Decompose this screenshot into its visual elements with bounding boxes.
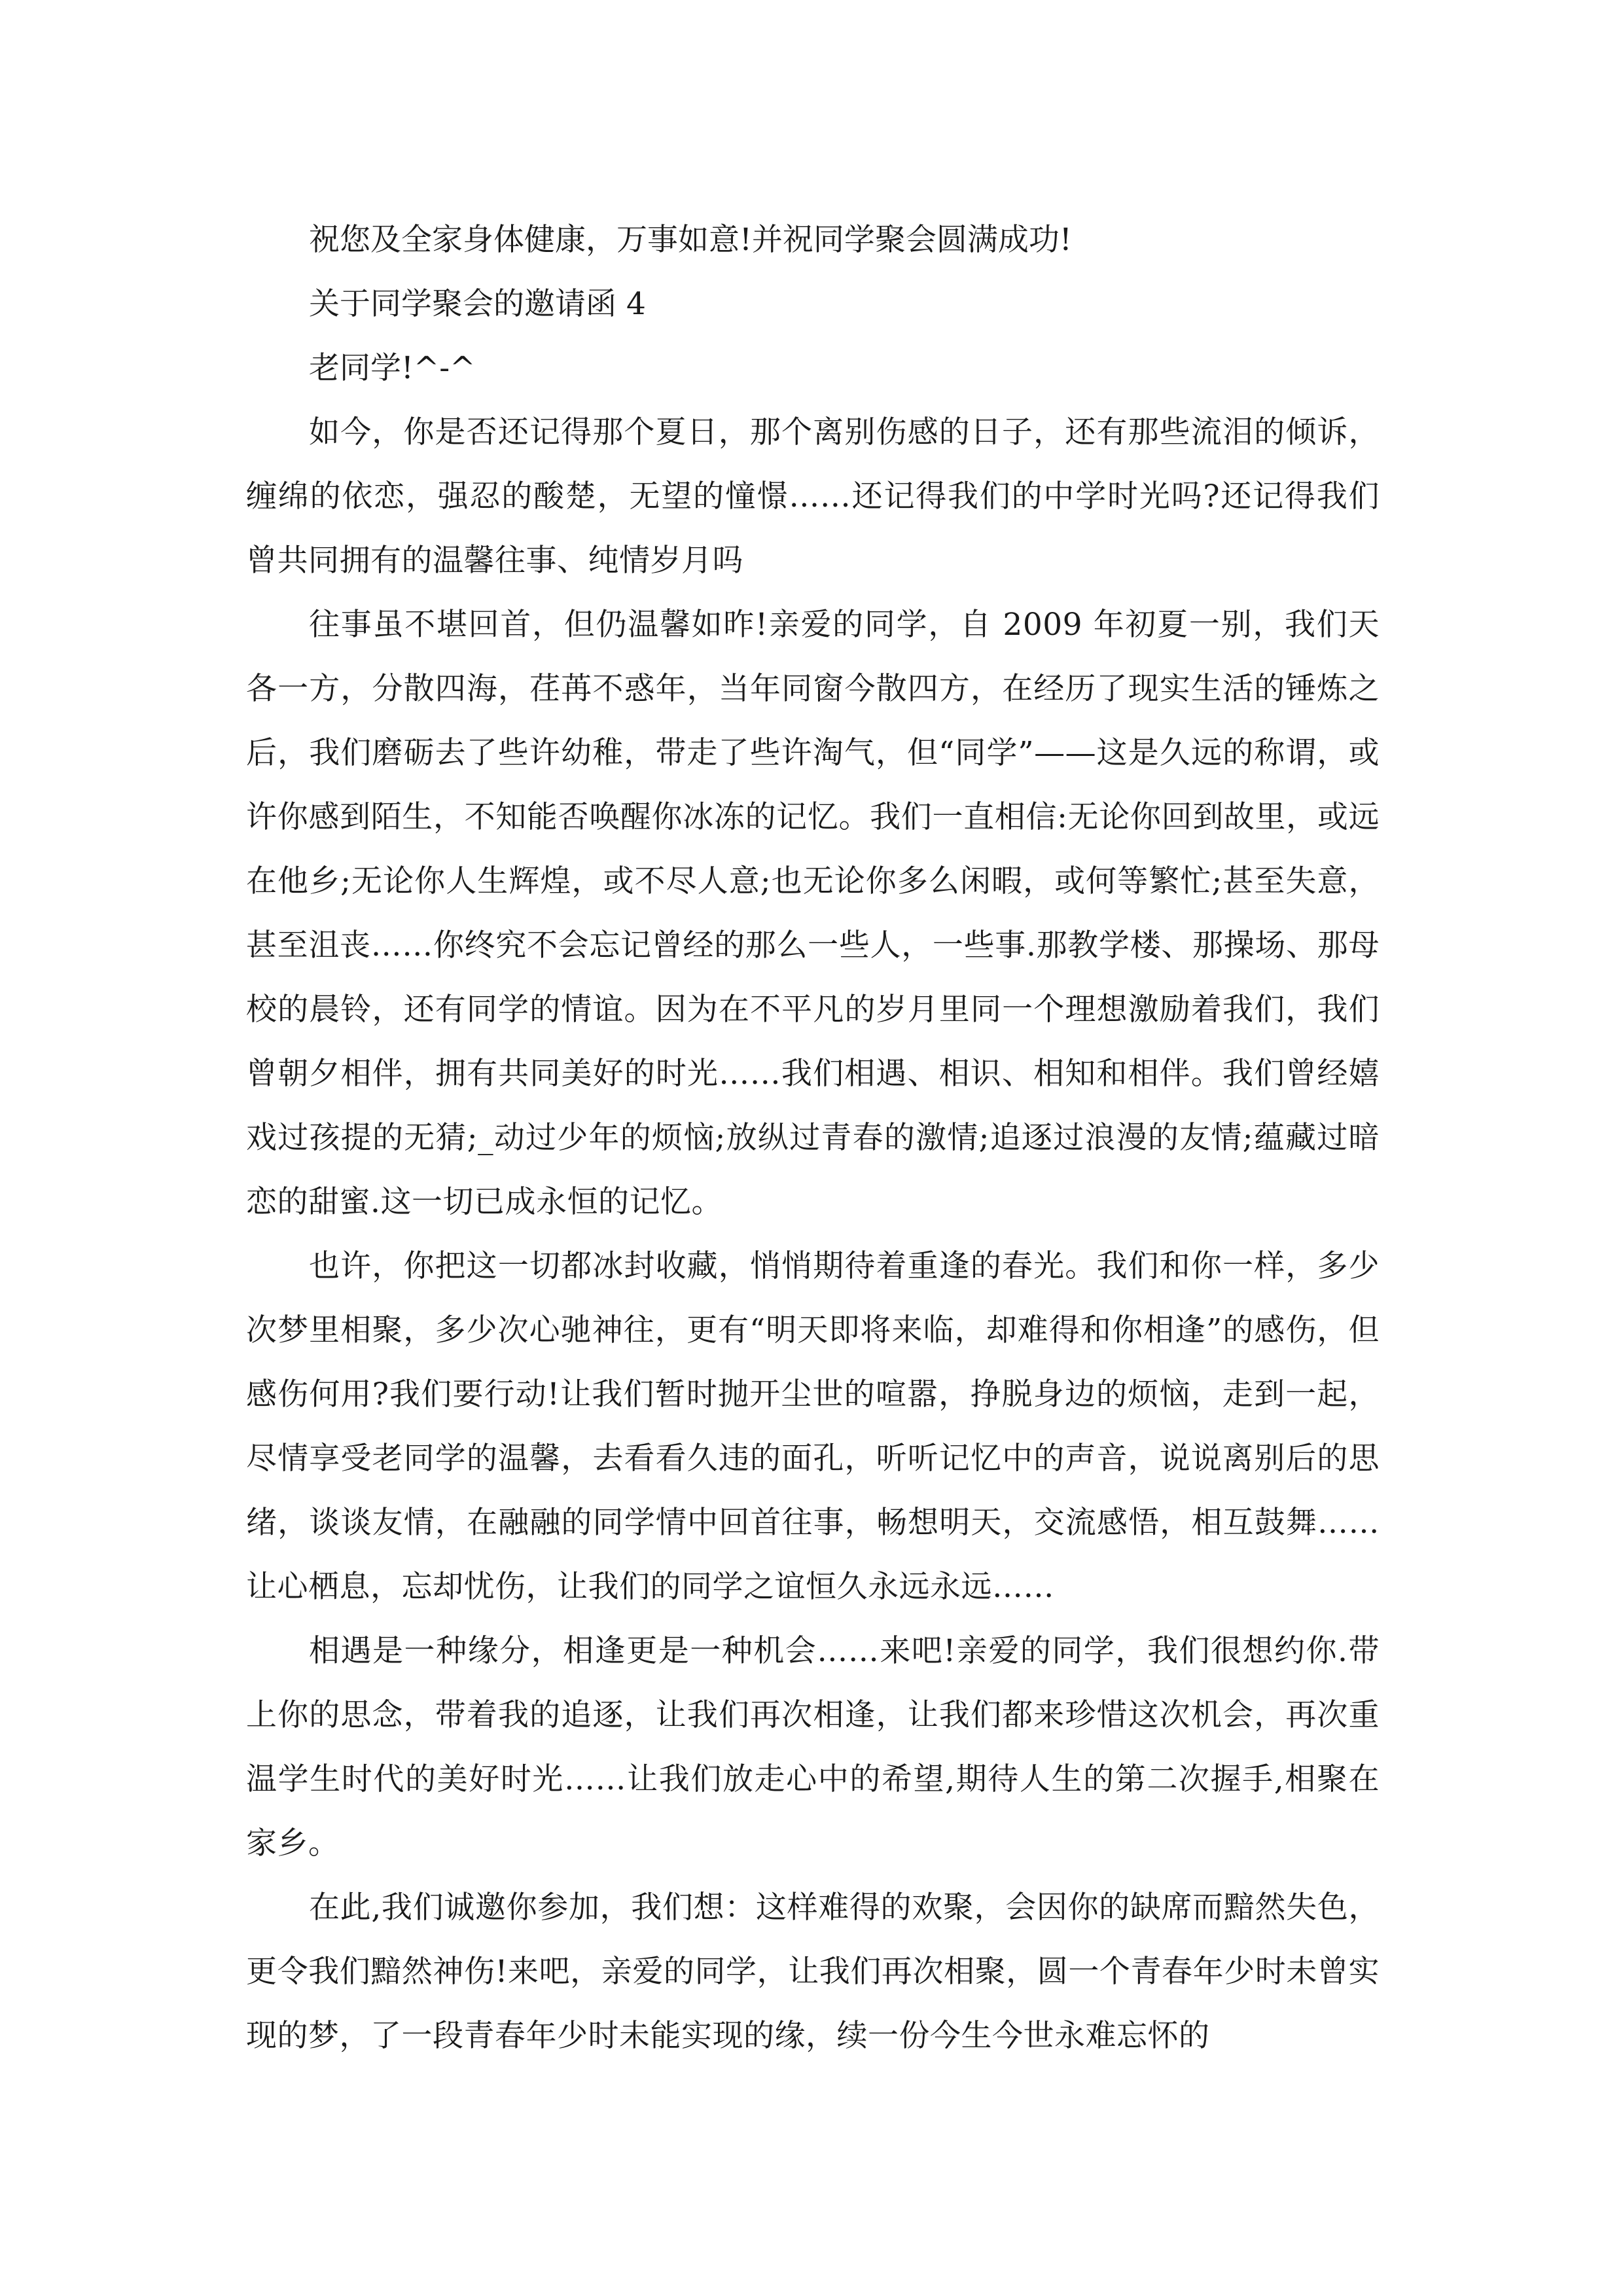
section-title: 关于同学聚会的邀请函 4 xyxy=(309,286,646,322)
closing-wish-line: 祝您及全家身体健康，万事如意!并祝同学聚会圆满成功! xyxy=(309,222,1072,258)
paragraph: 也许，你把这一切都冰封收藏，悄悄期待着重逢的春光。我们和你一样，多少次梦里相聚，多少次心驰神往，更有“明天即将来临，却难得和你相逢”的感伤，但感伤何用?我们要行动!让我们暂时抛开尘世的喧嚣，挣脱身边的烦恼，走到一起，尽情享受老同学的温馨，去看看久违的面孔，听听记忆中的声音，说说离别后的思绪，谈谈友情，在融融的同学情中回首往事，畅想明天，交流感悟，相互鼓舞……让心栖息，忘却忧伤，让我们的同学之谊恒久永远永远…… xyxy=(246,1248,1380,1605)
paragraph: 往事虽不堪回首，但仍温馨如昨!亲爱的同学，自 2009 年初夏一别，我们天各一方，分散四海，荏苒不惑年，当年同窗今散四方，在经历了现实生活的锤炼之后，我们磨砺去了些许幼稚，带走了些许淘气，但“同学”——这是久远的称谓，或许你感到陌生，不知能否唤醒你冰冻的记忆。我们一直相信:无论你回到故里，或远在他乡;无论你人生辉煌，或不尽人意;也无论你多么闲暇，或何等繁忙;甚至失意，甚至沮丧……你终究不会忘记曾经的那么一些人，一些事.那教学楼、那操场、那母校的晨铃，还有同学的情谊。因为在不平凡的岁月里同一个理想激励着我们，我们曾朝夕相伴，拥有共同美好的时光……我们相遇、相识、相知和相伴。我们曾经嬉戏过孩提的无猜;_动过少年的烦恼;放纵过青春的激情;追逐过浪漫的友情;蕴藏过暗恋的甜蜜.这一切已成永恒的记忆。 xyxy=(246,607,1380,1220)
document-body xyxy=(246,208,1380,2068)
greeting-line: 老同学!^-^ xyxy=(309,350,476,386)
paragraph: 相遇是一种缘分，相逢更是一种机会……来吧!亲爱的同学，我们很想约你.带上你的思念，带着我的追逐，让我们再次相逢，让我们都来珍惜这次机会，再次重温学生时代的美好时光……让我们放走心中的希望,期待人生的第二次握手,相聚在家乡。 xyxy=(246,1633,1380,1861)
paragraph: 如今，你是否还记得那个夏日，那个离别伤感的日子，还有那些流泪的倾诉，缠绵的依恋，强忍的酸楚，无望的憧憬……还记得我们的中学时光吗?还记得我们曾共同拥有的温馨往事、纯情岁月吗 xyxy=(246,414,1380,579)
paragraph: 在此,我们诚邀你参加，我们想：这样难得的欢聚，会因你的缺席而黯然失色，更令我们黯然神伤!来吧，亲爱的同学，让我们再次相聚，圆一个青春年少时未曾实现的梦，了一段青春年少时未能实现的缘，续一份今生今世永难忘怀的 xyxy=(246,1890,1380,2054)
